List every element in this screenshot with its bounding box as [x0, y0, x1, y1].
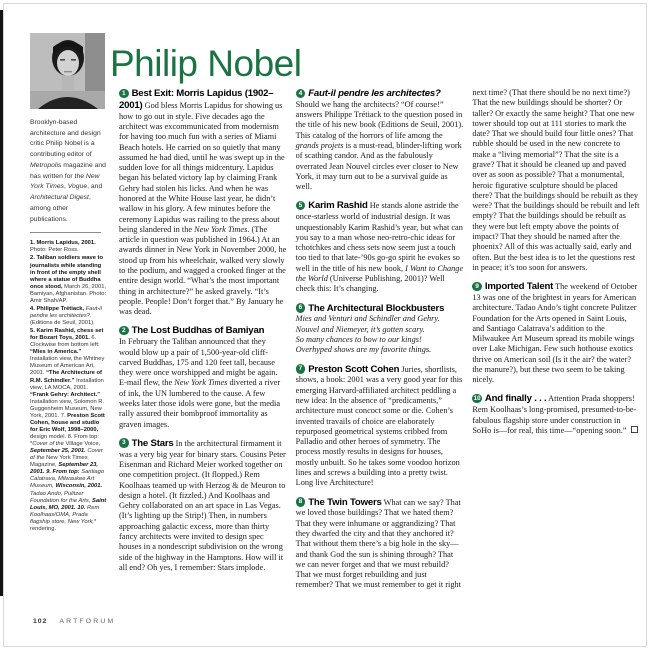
section-body: Should we hang the architects? “Of course!” answers Philippe Trétiack to the question posed in the title of his new book (Editions de Seuil, 2001). This catalog of the horrors of life among the grands projets is a must-read, blinder-lifting work of scathing candor. And as the fabulously overrated Jean Nouvel circles ever closer to New York, it may turn out to be a survival guide as well.	[295, 99, 464, 192]
article-section	[296, 88, 464, 192]
section-number-badge: 8	[296, 497, 306, 507]
credits-list	[30, 240, 107, 533]
section-body: In the architectural firmament it was a very big year for binary stars. Cousins Peter Eisenman and Richard Meier worked together on one competition project. (It flopped.) Rem Koolhaas teamed up with Herzog & de Meuron to design a hotel. (It fizzled.) And Koolhaas and Gehry collaborated on an art space in Las Vegas. (It’s lighting up the Strip!) Then, in numbers approaching galactic excess, more than thirty fancy architects were invited to design spec houses in a nondescript subdivision on the wrong side of the highway in the Hamptons. How will it all end? Oh yes, I remember: Stars implode.	[119, 438, 286, 572]
credit-item: 5. Karim Rashid, chess set for Bozart Toys, 2001. 6. Clockwise from bottom left: “Mies in America.” Installation view, the Whitney Museum of American Art, 2001. “The Architecture of R.M. Schindler.” Installation view, LA MOCA, 2001. “Frank Gehry: Architect.” Installation view, Solomon R. Guggenheim Museum, New York, 2001. 7. Preston Scott Cohen, house and studio for Eric Wolf, 1998–2000, design model. 8. From top: *Cover of the Village Voice, September 25, 2001. Cover of the New York Times Magazine, September 23, 2001. 9. From top: Santiago Calatrava, Milwaukee Art Museum, Wisconsin, 2001. Tadao Ando, Pulitzer Foundation for the Arts, Saint Louis, MO, 2001. 10. Rem Koolhaas/OMA, Prada flagship store, New York,* rendering.	[30, 328, 107, 532]
credit-item: 1. Morris Lapidus, 2001. Photo: Peter Ross.	[30, 240, 96, 254]
section-title: The Lost Buddhas of Bamiyan	[131, 325, 265, 337]
sidebar	[30, 118, 107, 534]
page-number: 102	[33, 618, 48, 625]
section-body: In February the Taliban announced that they would blow up a pair of 1,500-year-old cliff-carved Buddhas, 175 and 120 feet tall, because they were once worshipped and might be again. E-mail flew, the New York Times diverted a river of ink, the UN lumbered to the cause. A few weeks later those idols were gone, but the media rally assured their bombproof immortality as graven images.	[119, 337, 281, 429]
page-folio	[33, 618, 115, 625]
end-mark	[631, 426, 638, 433]
section-title: Karim Rashid	[308, 200, 368, 212]
section-body: He stands alone astride the once-starless world of industrial design. It was unquestionably Karim Rashid’s year, but what can you say to a man whose neo-retro-chic ideas for tchotchkes and chess sets now seem just a touch too tied to that late-’90s go-go spirit he evokes so well in the title of his new book, I Want to Change the World (Universe Publishing, 2001)? Well check this: It’s changing.	[295, 201, 464, 294]
section-title: The Twin Towers	[308, 496, 382, 508]
section-body: What can we say? That we loved those buildings? That we hated them? That they were inhumane or aggrandizing? That they dwarfed the city and that they anchored it? That without them there’s a big hole in the sky—and thank God the sun is shining through? That we can never forget and that we must rebuild? That we must forget rebuilding and just remember? That we must remember to get it right next time? (That there should be no next time?) That the new buildings should be shorter? Or taller? Or exactly the same height? That one new tower should top out at 111 stories to mark the date? That we should build four little ones? That rubble should be used in the new concrete to make a “living memorial”? That the site is a grave? That it should be cleaned up and paved over as soon as possible? That a monumental, heroic figurative sculpture should be placed there? That the buildings should be rebuilt as they were? That the buildings should be rebuilt and left empty? That the buildings should be rebuilt as they were but left empty above the points of impact? That they should be named after the phoenix? All of this was actually said, early and often. But the best idea is to let the questions rest in peace; it’s too soon for answers.	[295, 88, 640, 590]
credit-item: 4. Philippe Trétiack, Faut-il pendre les architectes?. (Editions de Seuil, 2001).	[30, 305, 102, 327]
article-section	[472, 393, 640, 436]
section-number-badge: 4	[296, 89, 306, 99]
article-section	[296, 200, 464, 294]
section-number-badge: 6	[296, 303, 306, 313]
section-body: The weekend of October 13 was one of the brightest in years for American architecture. Tadao Ando’s tight concrete Pulitzer Foundation for the Arts opened in Saint Louis, and Santiago Calatrava’s addition to the Milwaukee Art Museum spread its mobile wings over Lake Michigan. Few such hothouse exotics thrive on American soil (Is it the air? the water? the manure?), but these two seem to be taking nicely.	[472, 282, 638, 385]
section-body: Mies and Venturi and Schindler and Gehry. Nouvel and Niemeyer, it’s gotten scary. So many chances to bow to our kings! Overhyped shows are my favorite things.	[295, 314, 440, 355]
page-title: Philip Nobel	[110, 42, 302, 84]
credit-item: 2. Taliban soldiers wave to journalists while standing in front of the empty shell where a statue of Buddha once stood, March 26, 2001, Bamiyan, Afghanistan. Photo: Amir Shah/AP.	[30, 255, 107, 304]
article-section	[472, 281, 640, 385]
article-section	[296, 303, 464, 356]
article-section	[296, 364, 464, 489]
section-body: Juries, shortlists, shows, a book: 2001 was a very good year for this emerging Harvard-affiliated architect peddling a new idea: In the absence of “predicaments,” architecture must concoct some or die. Cohen’s invented travails of choice are elaborately repurposed geometrical systems cribbed from Palladio and other heroes of symmetry. The process mostly results in designs for houses, mostly unbuilt. So he takes some voodoo horizon lines and screws a building into a pretty twist. Long live Architecture!	[295, 364, 463, 488]
section-body: God bless Morris Lapidus for showing us how to go out in style. Five decades ago the architect was excommunicated from modernism for having too much fun with a series of Miami Beach hotels. He carried on so quietly that many assumed he had died, until he was swept up in the sudden love for all things midcentury. Lapidus began his belated victory lap by claiming Frank Gehry had stolen his licks. And when he was honored at the White House last year, he didn’t wallow in his glory. A few minutes before the ceremony Lapidus was railing to the press about being slandered in the New York Times. (The article in question was published in 1964.) At an awards dinner in New York in November 2000, he stood up from his wheelchair, walked very slowly to the podium, and wagged a crooked finger at the entire design world. “What’s the most important thing in architecture?” he asked gravely. “It’s people. People! Don’t forget that.” By January he was dead.	[119, 100, 287, 317]
page-spine-edge	[0, 10, 3, 596]
section-title: Best Exit: Morris Lapidus (1902–2001)	[119, 88, 274, 111]
article-section	[119, 88, 287, 317]
article-columns	[119, 88, 640, 592]
section-number-badge: 5	[296, 201, 306, 211]
magazine-name: ARTFORUM	[59, 618, 116, 625]
section-title: The Stars	[131, 437, 174, 449]
section-number-badge: 3	[119, 438, 129, 448]
article-section	[119, 438, 287, 573]
article-section	[119, 325, 287, 429]
section-title: And finally . . .	[484, 393, 547, 405]
section-number-badge: 9	[472, 282, 482, 292]
section-title: Imported Talent	[484, 281, 554, 293]
section-number-badge: 1	[119, 89, 129, 99]
sidebar-divider	[30, 232, 101, 233]
section-body: Attention Prada shoppers! Rem Koolhaas’s long-promised, presumed-to-be-fabulous flagship store under construction in SoHo is—for real, this time—“opening soon.”	[472, 394, 637, 435]
section-number-badge: 2	[119, 326, 129, 336]
section-title: Preston Scott Cohen	[308, 363, 400, 375]
portrait-photo-illustration	[30, 33, 105, 109]
section-title: The Architectural Blockbusters	[308, 302, 445, 314]
section-number-badge: 7	[296, 364, 306, 374]
section-title: Faut-il pendre les architectes?	[308, 88, 441, 99]
section-number-badge: 10	[473, 394, 481, 402]
author-bio: Brooklyn-based architecture and design critic Philip Nobel is a contributing editor of Metropolis magazine and has written for the New York Times, Vogue, and Architectural Digest, among other publications.	[30, 119, 106, 223]
author-portrait-photo	[30, 33, 105, 109]
